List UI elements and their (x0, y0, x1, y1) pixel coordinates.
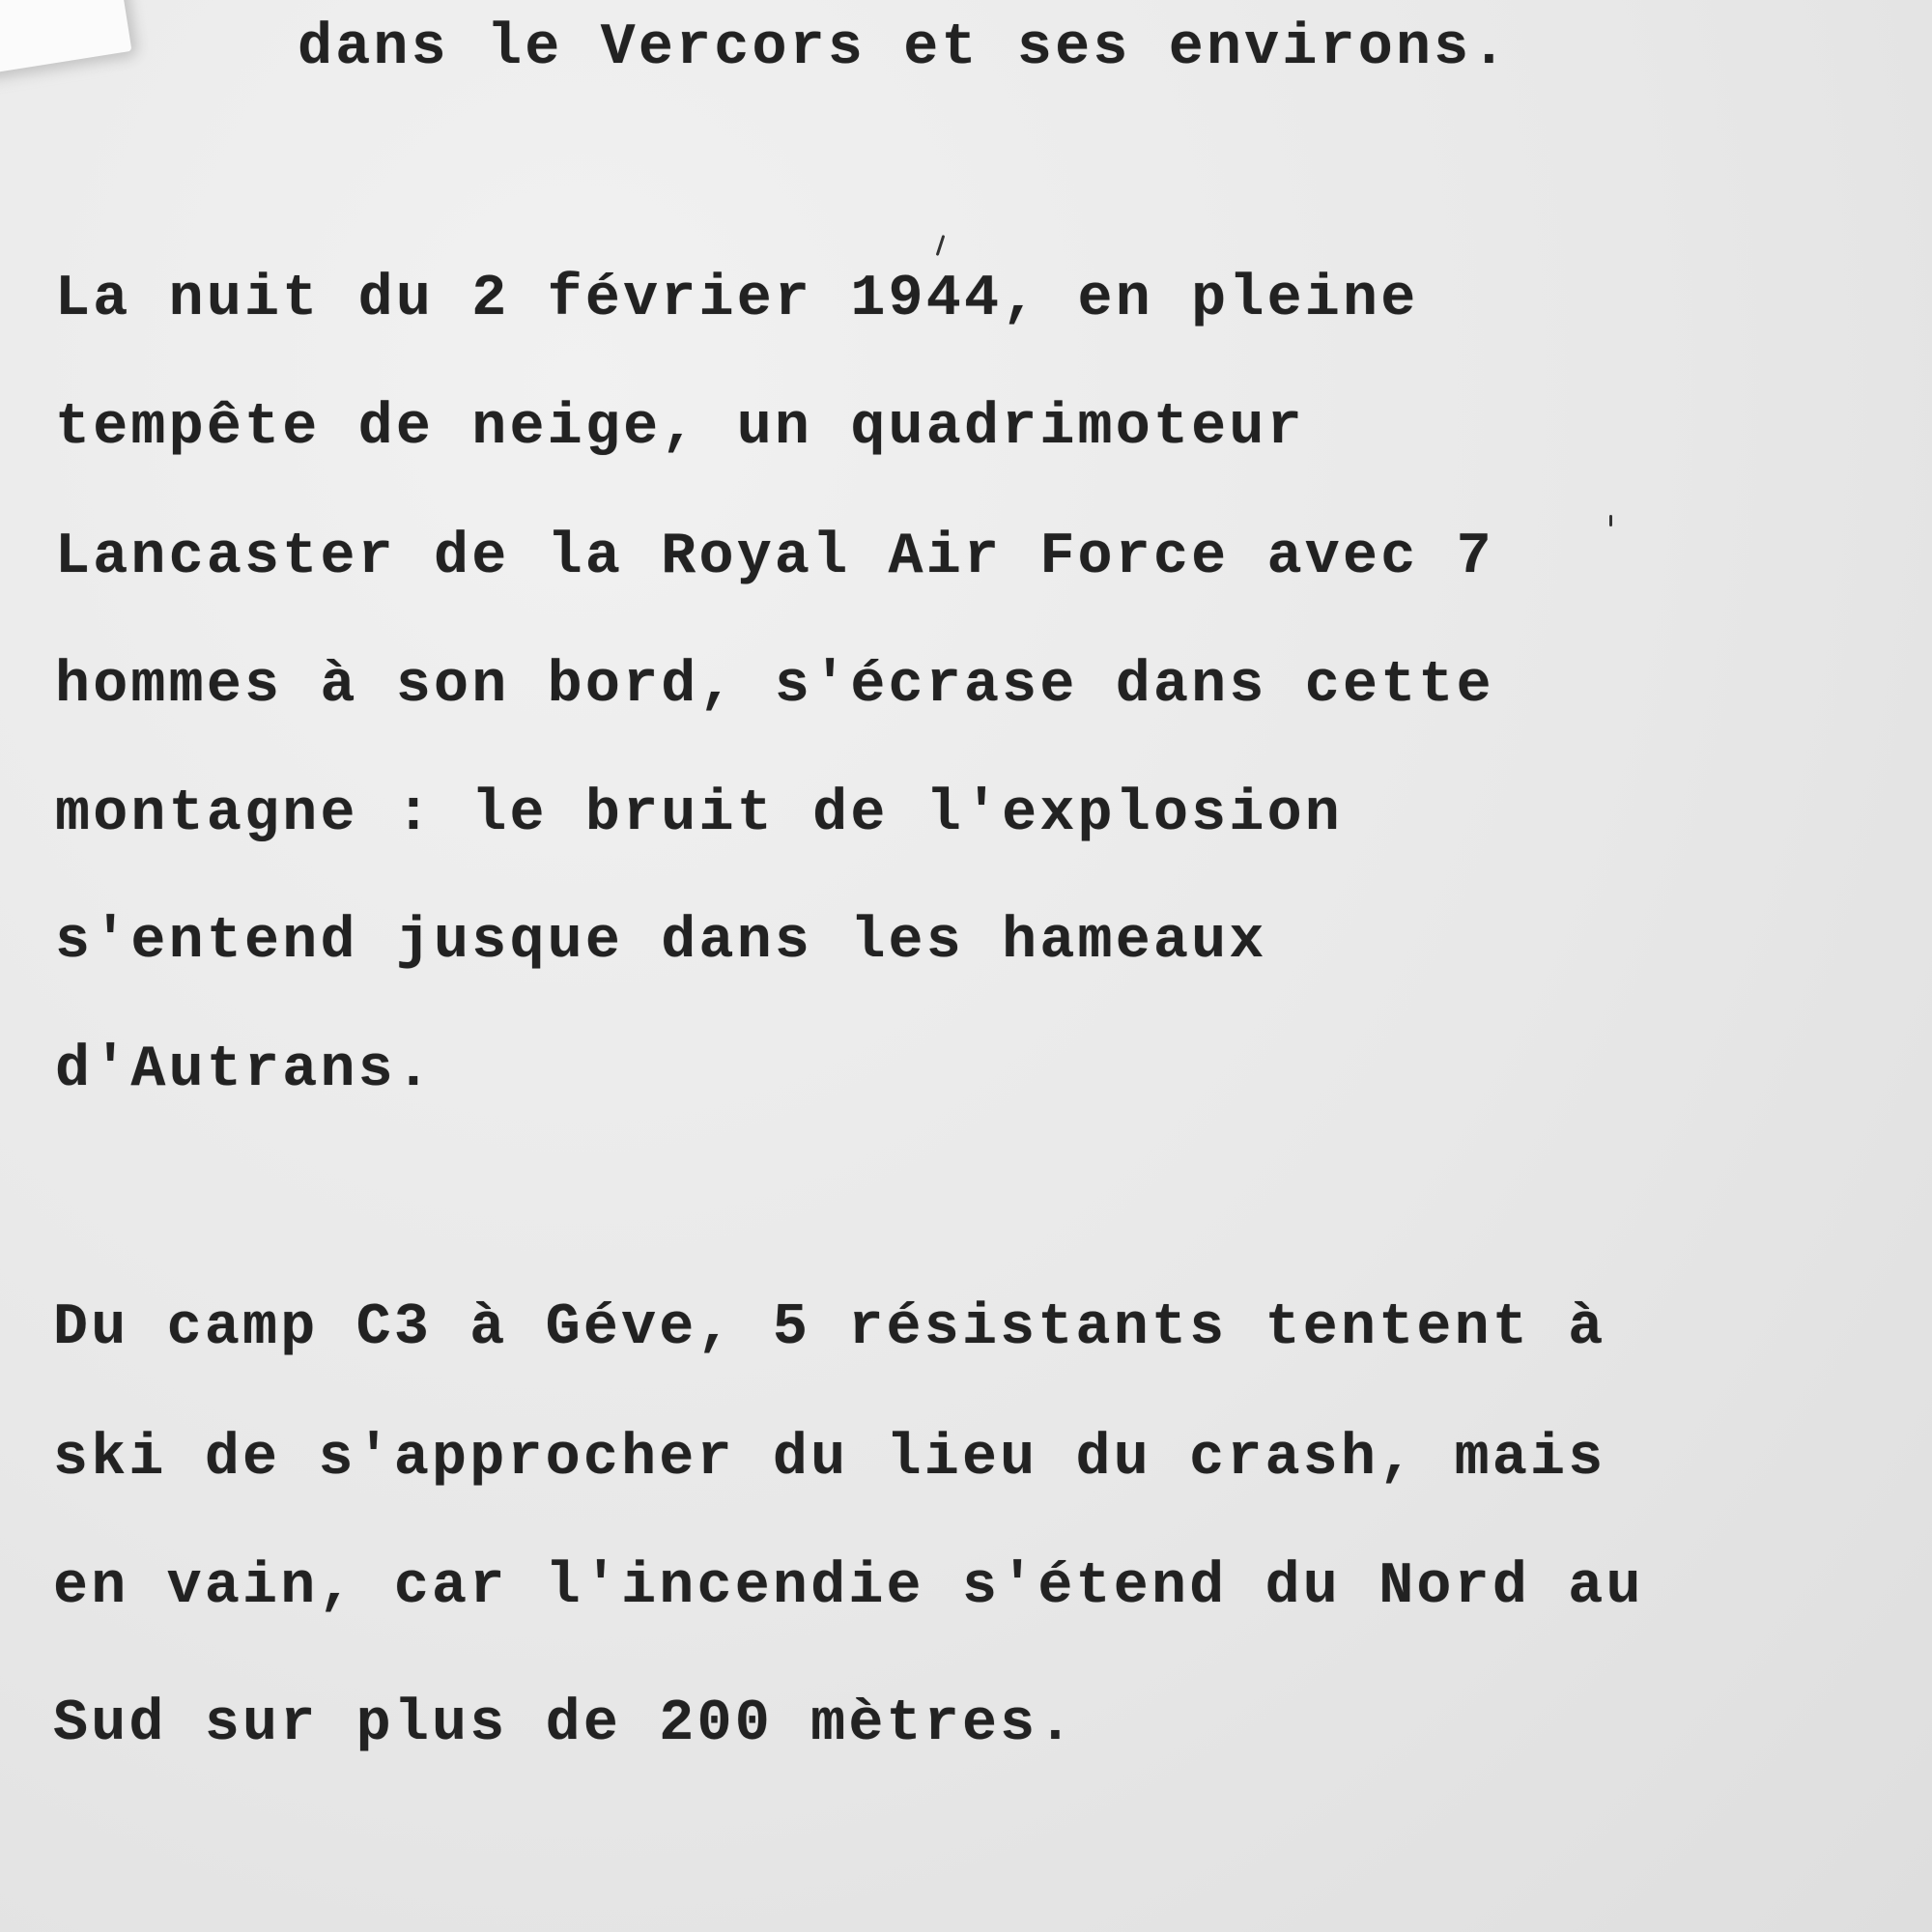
pen-mark (936, 235, 946, 256)
text-line: d'Autrans. (55, 1037, 435, 1103)
text-line: tempête de neige, un quadrimoteur (55, 395, 1305, 461)
intro-tail-line: dans le Vercors et ses environs. (298, 15, 1510, 81)
text-line: Lancaster de la Royal Air Force avec 7 (55, 525, 1494, 590)
pen-mark (1609, 515, 1612, 526)
paper-corner (0, 0, 132, 73)
text-line: montagne : le bruit de l'explosion (55, 781, 1343, 847)
text-line: hommes à son bord, s'écrase dans cette (55, 653, 1494, 719)
text-line: Sud sur plus de 200 mètres. (53, 1691, 1076, 1757)
text-line: s'entend jusque dans les hameaux (55, 909, 1267, 975)
text-line: en vain, car l'incendie s'étend du Nord au (53, 1554, 1644, 1620)
text-line: La nuit du 2 février 1944, en pleine (55, 267, 1419, 332)
text-line: Du camp C3 à Géve, 5 résistants tentent à (53, 1295, 1606, 1361)
text-line: ski de s'approcher du lieu du crash, mais (53, 1426, 1606, 1492)
